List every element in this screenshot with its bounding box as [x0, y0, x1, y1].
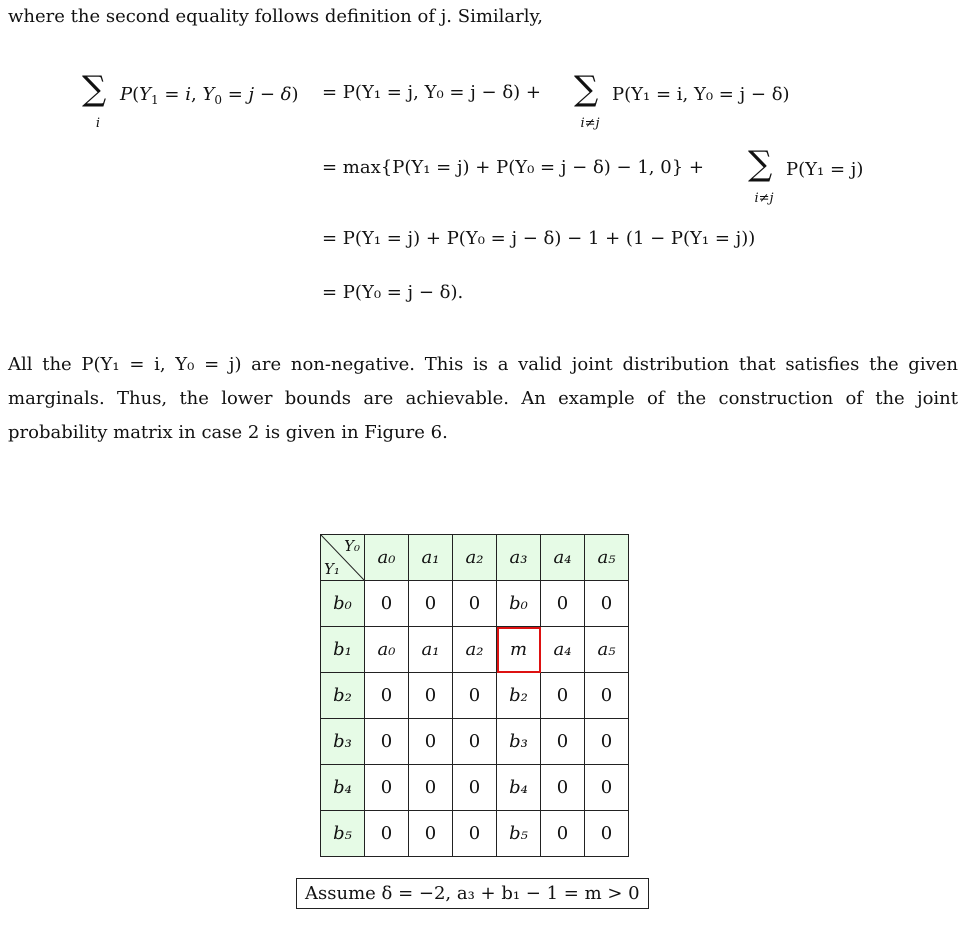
table-cell: 0	[453, 581, 497, 627]
equation-line-1-tail: ∑ i≠j P(Y₁ = i, Y₀ = j − δ)	[574, 69, 790, 131]
table-cell: 0	[585, 673, 629, 719]
column-header: a₀	[365, 535, 409, 581]
column-header: a₂	[453, 535, 497, 581]
equation-line-3: = P(Y₁ = j) + P(Y₀ = j − δ) − 1 + (1 − P(Y₁ = j))	[322, 228, 756, 249]
corner-label-y0: Y₀	[344, 537, 360, 555]
assumption-box: Assume δ = −2, a₃ + b₁ − 1 = m > 0	[296, 878, 649, 909]
sum-symbol: ∑ i≠j	[574, 69, 600, 131]
table-cell: 0	[541, 673, 585, 719]
equation-line-2-tail: ∑ i≠j P(Y₁ = j)	[748, 144, 864, 206]
table-cell: 0	[453, 719, 497, 765]
table-row	[321, 811, 629, 857]
table-corner-cell	[321, 535, 365, 581]
table-row	[321, 765, 629, 811]
table-cell: 0	[365, 719, 409, 765]
sum-symbol: ∑ i≠j	[748, 144, 774, 206]
equation-line-4: = P(Y₀ = j − δ).	[322, 282, 464, 303]
table-cell: 0	[585, 765, 629, 811]
table-cell: 0	[365, 673, 409, 719]
column-header: a₁	[409, 535, 453, 581]
table-cell: b₅	[497, 811, 541, 857]
table-cell: 0	[409, 765, 453, 811]
table-cell: b₀	[497, 581, 541, 627]
row-header: b₃	[321, 719, 365, 765]
table-cell: 0	[453, 673, 497, 719]
row-header: b₁	[321, 627, 365, 673]
table-cell: b₄	[497, 765, 541, 811]
table-cell: 0	[409, 581, 453, 627]
table-cell: 0	[453, 811, 497, 857]
table-cell: b₃	[497, 719, 541, 765]
sum-symbol: ∑ i	[82, 69, 107, 131]
row-header: b₂	[321, 673, 365, 719]
table-cell: 0	[409, 673, 453, 719]
table-cell: a₀	[365, 627, 409, 673]
column-header: a₃	[497, 535, 541, 581]
column-header: a₅	[585, 535, 629, 581]
table-cell: 0	[585, 811, 629, 857]
table-cell: 0	[541, 581, 585, 627]
row-header: b₀	[321, 581, 365, 627]
table-cell: a₄	[541, 627, 585, 673]
table-row	[321, 581, 629, 627]
body-paragraph: All the P(Y₁ = i, Y₀ = j) are non-negative. This is a valid joint distribution that satisfies the given marginals. Thus, the lower bounds are achievable. An example of the construction of the joint probability matrix in case 2 is given in Figure 6.	[8, 354, 958, 443]
table-cell: b₂	[497, 673, 541, 719]
joint-probability-table	[320, 534, 629, 857]
table-row	[321, 719, 629, 765]
table-cell: 0	[541, 811, 585, 857]
table-cell: 0	[365, 811, 409, 857]
table-row	[321, 627, 629, 673]
table-header-row	[321, 535, 629, 581]
table-cell: 0	[365, 581, 409, 627]
equation-line-2: = max{P(Y₁ = j) + P(Y₀ = j − δ) − 1, 0} +	[322, 157, 704, 178]
table-cell: 0	[409, 719, 453, 765]
table-cell: 0	[585, 719, 629, 765]
table-cell: a₁	[409, 627, 453, 673]
table-cell: 0	[409, 811, 453, 857]
row-header: b₅	[321, 811, 365, 857]
table-cell: 0	[541, 765, 585, 811]
table-row	[321, 673, 629, 719]
column-header: a₄	[541, 535, 585, 581]
row-header: b₄	[321, 765, 365, 811]
table-cell: 0	[541, 719, 585, 765]
highlighted-cell-m: m	[497, 627, 541, 673]
table-cell: 0	[453, 765, 497, 811]
equation-line-1-rhs: = P(Y₁ = j, Y₀ = j − δ) +	[322, 82, 541, 103]
table-cell: a₅	[585, 627, 629, 673]
table-cell: 0	[365, 765, 409, 811]
corner-label-y1: Y₁	[324, 560, 340, 578]
table-cell: 0	[585, 581, 629, 627]
intro-text: where the second equality follows definition of j. Similarly,	[8, 6, 544, 27]
equation-line-1: ∑ i $P(Y_1 = i$, $Y_0 = j - \delta$)	[82, 69, 299, 131]
table-cell: a₂	[453, 627, 497, 673]
